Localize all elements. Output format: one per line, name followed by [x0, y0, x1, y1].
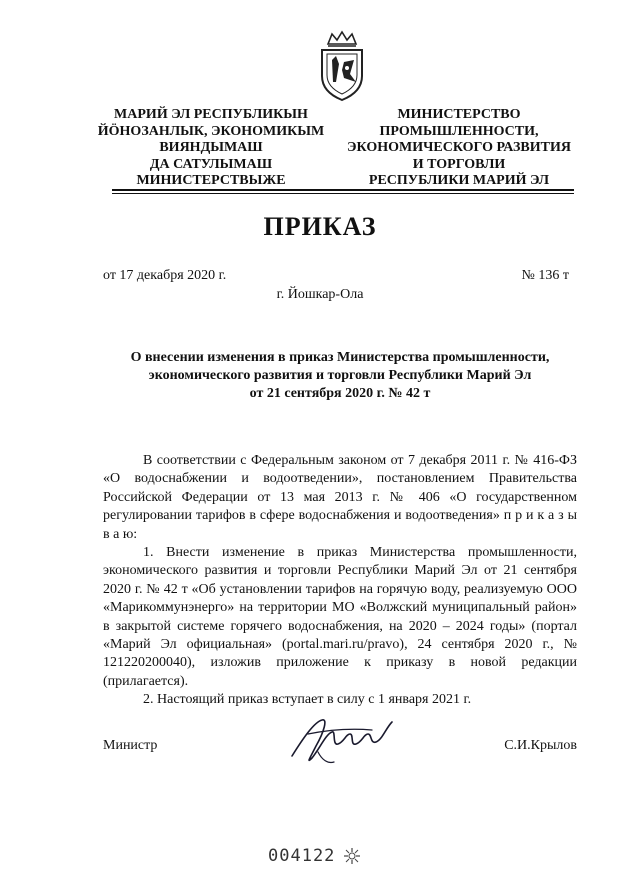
document-city: г. Йошкар-Ола	[276, 287, 364, 302]
header-right-line: ПРОМЫШЛЕННОСТИ,	[379, 123, 539, 139]
asterisk-ornament-icon	[343, 847, 361, 865]
document-body	[103, 452, 577, 710]
document-subject	[100, 349, 580, 403]
body-paragraph: В соответствии с Федеральным законом от 7 декабря 2011 г. № 416-ФЗ «О водоснабжении и водоотведении», постановлением Правительства Российской Федерации от 13 мая 2013 г. № 406 «О государственном регулировании тарифов в сфере водоснабжения и водоотведения» п р и к а з ы в а ю:	[103, 453, 577, 542]
body-paragraph: 2. Настоящий приказ вступает в силу с 1 января 2021 г.	[143, 692, 472, 708]
document-title: ПРИКАЗ	[263, 212, 377, 241]
header-divider-thick	[112, 189, 574, 191]
header-divider-thin	[112, 193, 574, 194]
header-right-line: ЭКОНОМИЧЕСКОГО РАЗВИТИЯ	[347, 140, 571, 155]
header-left-line: МИНИСТЕРСТВЫЖЕ	[136, 173, 286, 188]
handwritten-signature	[288, 712, 400, 768]
header-right-line: МИНИСТЕРСТВО	[397, 107, 521, 122]
body-paragraph: 1. Внести изменение в приказ Министерства промышленности, экономического развития и торговли Республики Марий Эл от 21 сентября 2020 г. № 42 т «Об установлении тарифов на горячую воду, реализуемую ООО «Марикоммунэнерго» на территории МО «Волжский муниципальный район» в закрытой системе горячего водоснабжения, на 2020 – 2024 годы» (портал «Марий Эл официальная» (portal.mari.ru/pravo), 24 сентября 2020 г., № 121220200040), изложив приложение к приказу в новой редакции (прилагается).	[103, 545, 577, 689]
header-left-org-name	[96, 107, 326, 190]
header-left-line: ДА САТУЛЫМАШ	[149, 156, 273, 172]
document-date: от 17 декабря 2020 г.	[103, 268, 227, 283]
header-right-line: РЕСПУБЛИКИ МАРИЙ ЭЛ	[368, 173, 550, 188]
signatory-role: Министр	[103, 738, 158, 753]
header-right-org-name	[340, 107, 578, 190]
subject-line: О внесении изменения в приказ Министерства промышленности,	[130, 350, 550, 365]
serial-number: 004122	[268, 846, 336, 866]
document-number: № 136 т	[521, 268, 569, 283]
subject-line: от 21 сентября 2020 г. № 42 т	[249, 386, 431, 401]
header-left-line: ЙÖНОЗАНЛЫК, ЭКОНОМИКЫМ	[97, 123, 325, 139]
header-left-line: МАРИЙ ЭЛ РЕСПУБЛИКЫН	[114, 107, 308, 122]
coat-of-arms-icon	[314, 30, 370, 102]
subject-line: экономического развития и торговли Республики Марий Эл	[148, 368, 532, 383]
header-left-line: ВИЯНДЫМАШ	[159, 140, 263, 155]
signatory-name: С.И.Крылов	[504, 738, 577, 753]
header-right-line: И ТОРГОВЛИ	[412, 156, 506, 172]
